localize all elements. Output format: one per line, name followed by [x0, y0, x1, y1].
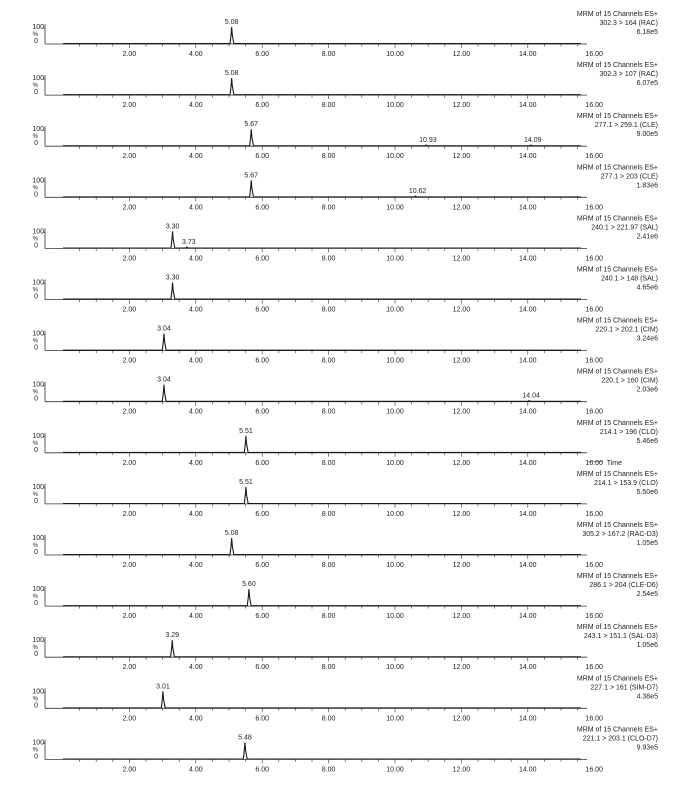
channel-header: MRM of 15 Channels ES+: [576, 11, 658, 18]
x-tick-label: 4.00: [188, 613, 203, 621]
x-tick-label: 16.00: [585, 715, 603, 723]
y-axis-unit-label: %: [32, 236, 38, 243]
x-tick-label: 2.00: [122, 613, 137, 621]
channel-header: MRM of 15 Channels ES+: [576, 215, 658, 223]
x-tick-label: 6.00: [255, 766, 270, 774]
x-tick-label: 14.00: [519, 153, 537, 161]
peak-retention-label: 5.51: [239, 427, 253, 435]
x-tick-label: 4.00: [188, 510, 203, 518]
x-tick-label: 2.00: [122, 459, 137, 467]
y-axis-unit-label: %: [32, 594, 38, 601]
intensity-label: 9.93e5: [636, 744, 658, 752]
x-tick-label: 10.00: [386, 510, 404, 518]
channel-header: MRM of 15 Channels ES+: [576, 266, 658, 274]
y-axis-top-label: 100: [32, 432, 44, 440]
x-tick-label: 14.00: [519, 357, 537, 365]
x-tick-label: 14.00: [519, 204, 537, 212]
y-axis-top-label: 100: [32, 126, 44, 134]
peak-retention-label: 5.60: [242, 581, 256, 589]
x-tick-label: 10.00: [386, 766, 404, 774]
transition-label: 302.3 > 107 (RAC): [599, 71, 658, 79]
chromatogram-trace: [63, 691, 581, 708]
x-tick-label: 8.00: [321, 459, 336, 467]
intensity-label: 9.00e5: [636, 131, 658, 139]
intensity-label: 1.83e6: [636, 182, 658, 190]
transition-label: 240.1 > 148 (SAL): [600, 275, 658, 283]
channel-header: MRM of 15 Channels ES+: [576, 624, 658, 632]
channel-header: MRM of 15 Channels ES+: [576, 164, 658, 172]
x-tick-label: 6.00: [255, 510, 270, 518]
x-tick-label: 6.00: [255, 357, 270, 365]
x-tick-label: 6.00: [255, 102, 270, 110]
peak-retention-label: 3.29: [165, 632, 180, 640]
x-tick-label: 14.00: [519, 510, 537, 518]
x-tick-label: 10.00: [386, 664, 404, 672]
x-axis-title: Time: [606, 459, 622, 467]
chromatogram-trace: [63, 283, 581, 300]
x-tick-label: 2.00: [122, 102, 137, 110]
chromatogram-trace: [63, 129, 581, 146]
x-tick-label: 4.00: [188, 51, 203, 58]
intensity-label: 2.54e5: [636, 591, 658, 599]
y-axis-unit-label: %: [32, 543, 38, 549]
transition-label: 286.1 > 204 (CLE-D6): [589, 582, 658, 590]
channel-header: MRM of 15 Channels ES+: [576, 62, 658, 70]
chromatogram-panel: [32, 267, 658, 314]
x-tick-label: 12.00: [452, 306, 471, 314]
chromatogram-panel: [32, 215, 658, 262]
peak-retention-label: 5.51: [239, 478, 253, 486]
transition-label: 243.1 > 151.1 (SAL-D3): [583, 633, 658, 641]
x-tick-label: 14.00: [519, 306, 537, 314]
x-tick-label: 14.00: [519, 613, 537, 621]
x-tick-label: 12.00: [452, 664, 471, 672]
chromatogram-panel: [32, 624, 658, 671]
x-tick-label: 8.00: [321, 102, 336, 110]
x-tick-label: 14.00: [519, 664, 537, 672]
transition-label: 302.3 > 164 (RAC): [599, 20, 658, 27]
chromatogram-trace: [63, 538, 581, 555]
x-tick-label: 2.00: [122, 306, 137, 314]
x-tick-label: 12.00: [452, 153, 471, 161]
channel-header: MRM of 15 Channels ES+: [576, 368, 658, 376]
x-tick-label: 10.00: [386, 459, 404, 467]
x-tick-label: 2.00: [122, 562, 137, 569]
x-tick-label: 8.00: [321, 306, 336, 314]
peak-retention-label: 3.04: [157, 376, 171, 384]
channel-header: MRM of 15 Channels ES+: [576, 419, 658, 427]
x-tick-label: 2.00: [122, 766, 137, 774]
x-tick-label: 12.00: [452, 562, 471, 569]
intensity-label: 1.05e5: [636, 540, 658, 547]
y-axis-top-label: 100: [32, 535, 44, 542]
x-tick-label: 10.00: [386, 153, 404, 161]
x-tick-label: 10.00: [386, 562, 404, 569]
chromatogram-trace: [63, 589, 581, 606]
x-tick-label: 16.00: [585, 306, 603, 314]
peak-retention-label: 5.67: [244, 172, 259, 180]
intensity-label: 6.18e5: [636, 29, 658, 36]
y-axis-zero-label: 0: [34, 140, 38, 148]
x-tick-label: 14.00: [519, 766, 537, 774]
chromatogram-panel: [32, 573, 658, 620]
x-tick-label: 10.00: [386, 255, 404, 263]
chromatogram-trace: [63, 640, 581, 657]
x-tick-label: 12.00: [452, 715, 471, 723]
transition-label: 227.1 > 161 (SIM-D7): [590, 684, 658, 692]
x-tick-label: 8.00: [321, 613, 336, 621]
intensity-label: 2.03e6: [636, 386, 658, 394]
intensity-label: 4.38e5: [636, 693, 658, 701]
chromatogram-panel: [32, 369, 658, 416]
x-tick-label: 10.00: [386, 306, 404, 314]
x-tick-label: 4.00: [188, 408, 203, 416]
x-tick-label: 16.00: [585, 562, 603, 569]
x-tick-label: 12.00: [452, 204, 471, 212]
x-tick-label: 4.00: [188, 766, 203, 774]
chromatogram-trace: [63, 742, 581, 759]
channel-header: MRM of 15 Channels ES+: [576, 470, 658, 478]
y-axis-zero-label: 0: [34, 38, 38, 45]
y-axis-unit-label: %: [32, 440, 38, 447]
y-axis-unit-label: %: [32, 83, 38, 90]
x-tick-label: 6.00: [255, 664, 270, 672]
x-tick-label: 2.00: [122, 408, 137, 416]
intensity-label: 5.50e6: [636, 488, 658, 496]
peak-retention-label: 3.04: [157, 325, 171, 333]
x-tick-label: 8.00: [321, 715, 336, 723]
x-tick-label: 6.00: [255, 255, 270, 263]
x-tick-label: 4.00: [188, 715, 203, 723]
transition-label: 220.1 > 202.1 (CIM): [595, 326, 658, 334]
x-tick-label: 10.00: [386, 204, 404, 212]
y-axis-unit-label: %: [32, 491, 38, 498]
x-tick-label: 14.00: [519, 715, 537, 723]
x-tick-label: 16.00: [585, 510, 603, 518]
x-tick-label: 6.00: [255, 715, 270, 723]
transition-label: 277.1 > 259.1 (CLE): [594, 122, 658, 130]
y-axis-unit-label: %: [32, 32, 38, 38]
y-axis-zero-label: 0: [34, 344, 38, 352]
x-tick-label: 4.00: [188, 255, 203, 263]
intensity-label: 4.65e6: [636, 284, 658, 292]
x-tick-label: 2.00: [122, 255, 137, 263]
x-tick-label: 8.00: [321, 408, 336, 416]
chromatogram-panel: [32, 318, 658, 365]
y-axis-zero-label: 0: [34, 446, 38, 454]
x-tick-label: 6.00: [255, 408, 270, 416]
x-tick-label: 2.00: [122, 204, 137, 212]
y-axis-zero-label: 0: [34, 600, 38, 608]
x-tick-label: 8.00: [321, 510, 336, 518]
y-axis-zero-label: 0: [34, 242, 38, 250]
y-axis-unit-label: %: [32, 645, 38, 652]
y-axis-unit-label: %: [32, 287, 38, 294]
x-tick-label: 10.00: [386, 715, 404, 723]
x-tick-label: 16.00: [585, 51, 603, 58]
x-tick-label: 4.00: [188, 357, 203, 365]
y-axis-unit-label: %: [32, 696, 38, 703]
y-axis-zero-label: 0: [34, 753, 38, 761]
intensity-label: 2.41e6: [636, 233, 658, 241]
x-tick-label: 4.00: [188, 562, 203, 569]
x-tick-label: 4.00: [188, 102, 203, 110]
y-axis-unit-label: %: [32, 134, 38, 141]
chromatogram-panel: [32, 420, 658, 467]
y-axis-zero-label: 0: [34, 395, 38, 403]
chromatogram-panel: [32, 522, 658, 569]
intensity-label: 5.46e6: [636, 437, 658, 445]
x-tick-label: 4.00: [188, 153, 203, 161]
peak-retention-label: 5.48: [238, 734, 252, 742]
chromatogram-panel: [32, 675, 658, 722]
x-tick-label: 6.00: [255, 613, 270, 621]
x-tick-label: 16.00: [585, 255, 603, 263]
x-tick-label: 2.00: [122, 51, 137, 58]
x-tick-label: 8.00: [321, 664, 336, 672]
x-tick-label: 12.00: [452, 510, 471, 518]
chromatogram-trace: [63, 436, 581, 453]
channel-header: MRM of 15 Channels ES+: [576, 573, 658, 581]
x-tick-label: 6.00: [255, 562, 270, 569]
x-tick-label: 8.00: [321, 255, 336, 263]
y-axis-top-label: 100: [32, 483, 44, 491]
x-tick-label: 14.00: [519, 51, 537, 58]
x-tick-label: 4.00: [188, 204, 203, 212]
x-tick-label: 4.00: [188, 664, 203, 672]
peak-retention-label: 5.08: [224, 19, 239, 26]
x-tick-label: 10.00: [386, 51, 404, 58]
chromatogram-panel: [32, 164, 658, 211]
transition-label: 240.1 > 221.97 (SAL): [591, 224, 658, 232]
y-axis-top-label: 100: [32, 330, 44, 338]
y-axis-unit-label: %: [32, 747, 38, 754]
x-tick-label: 8.00: [321, 562, 336, 569]
x-tick-label: 12.00: [452, 255, 471, 263]
x-tick-label: 2.00: [122, 357, 137, 365]
peak-retention-label: 3.73: [182, 239, 196, 247]
channel-header: MRM of 15 Channels ES+: [576, 726, 658, 734]
y-axis-top-label: 100: [32, 228, 44, 236]
y-axis-top-label: 100: [32, 688, 44, 696]
y-axis-zero-label: 0: [34, 89, 38, 97]
x-tick-label: 14.00: [519, 102, 537, 110]
peak-retention-label: 3.30: [165, 223, 180, 231]
peak-retention-label: 5.08: [224, 530, 239, 537]
transition-label: 221.1 > 203.1 (CLO-D7): [582, 735, 658, 743]
x-tick-label: 10.00: [386, 357, 404, 365]
x-tick-label: 10.00: [386, 408, 404, 416]
peak-retention-label: 10.62: [408, 188, 427, 196]
x-tick-label: 14.00: [519, 408, 537, 416]
x-tick-label: 8.00: [321, 357, 336, 365]
chromatogram-trace: [63, 487, 581, 504]
chromatogram-trace: [63, 231, 581, 248]
x-tick-label: 12.00: [452, 357, 471, 365]
transition-label: 277.1 > 203 (CLE): [600, 173, 658, 181]
chromatogram-panel: [32, 726, 658, 773]
x-tick-label: 2.00: [122, 715, 137, 723]
channel-header: MRM of 15 Channels ES+: [576, 113, 658, 121]
y-axis-top-label: 100: [32, 586, 44, 594]
intensity-label: 6.07e5: [636, 80, 658, 88]
peak-retention-label: 5.67: [244, 121, 259, 129]
chromatogram-trace: [63, 78, 581, 95]
x-tick-label: 4.00: [188, 306, 203, 314]
y-axis-top-label: 100: [32, 279, 44, 287]
peak-retention-label: 3.30: [165, 274, 180, 282]
y-axis-zero-label: 0: [34, 497, 38, 505]
y-axis-unit-label: %: [32, 338, 38, 345]
x-tick-label: 12.00: [452, 766, 471, 774]
y-axis-top-label: 100: [32, 177, 44, 185]
channel-header: MRM of 15 Channels ES+: [576, 522, 658, 529]
x-tick-label: 6.00: [255, 204, 270, 212]
peak-retention-label: 14.04: [522, 392, 540, 400]
x-tick-label: 6.00: [255, 51, 270, 58]
x-tick-label: 16.00: [585, 153, 603, 161]
chromatogram-trace: [63, 385, 581, 402]
chromatogram-panel: [32, 11, 658, 58]
x-tick-label: 12.00: [452, 459, 471, 467]
x-tick-label: 10.00: [386, 102, 404, 110]
chromatogram-trace: [63, 334, 581, 351]
intensity-label: 1.05e6: [636, 642, 658, 650]
x-tick-label: 16.00: [585, 766, 603, 774]
y-axis-unit-label: %: [32, 389, 38, 396]
y-axis-zero-label: 0: [34, 191, 38, 199]
x-tick-label: 14.00: [519, 255, 537, 263]
y-axis-top-label: 100: [32, 75, 44, 83]
x-tick-label: 16.00: [585, 664, 603, 672]
x-tick-label: 6.00: [255, 306, 270, 314]
x-tick-label: 16.00: [585, 204, 603, 212]
x-tick-label: 8.00: [321, 204, 336, 212]
x-tick-label: 12.00: [452, 51, 471, 58]
peak-retention-label: 10.93: [419, 137, 437, 144]
y-axis-top-label: 100: [32, 381, 44, 389]
x-tick-label: 16.00: [585, 102, 603, 110]
x-tick-label: 2.00: [122, 510, 137, 518]
x-tick-label: 6.00: [255, 153, 270, 161]
transition-label: 305.2 > 167.2 (RAC-D3): [582, 531, 658, 538]
chromatogram-panel: [32, 62, 658, 109]
chromatogram-trace: [63, 180, 581, 197]
y-axis-zero-label: 0: [34, 651, 38, 659]
x-tick-label: 2.00: [122, 664, 137, 672]
channel-header: MRM of 15 Channels ES+: [576, 317, 658, 325]
x-tick-label: 16.00: [585, 459, 603, 467]
x-tick-label: 12.00: [452, 102, 471, 110]
x-tick-label: 8.00: [321, 51, 336, 58]
x-tick-label: 4.00: [188, 459, 203, 467]
x-tick-label: 6.00: [255, 459, 270, 467]
y-axis-top-label: 100: [32, 637, 44, 645]
y-axis-unit-label: %: [32, 185, 38, 192]
peak-retention-label: 14.09: [524, 137, 542, 144]
x-tick-label: 16.00: [585, 357, 603, 365]
transition-label: 214.1 > 153.9 (CLO): [593, 479, 658, 487]
channel-header: MRM of 15 Channels ES+: [576, 675, 658, 683]
x-tick-label: 2.00: [122, 153, 137, 161]
y-axis-zero-label: 0: [34, 702, 38, 710]
intensity-label: 3.24e6: [636, 335, 658, 343]
chromatogram-panel: [32, 471, 658, 518]
peak-retention-label: 3.01: [156, 683, 170, 691]
chromatogram-panel: [32, 113, 658, 160]
x-tick-label: 8.00: [321, 766, 336, 774]
y-axis-top-label: 100: [32, 739, 44, 747]
chromatogram-trace: [63, 27, 581, 44]
transition-label: 214.1 > 196 (CLO): [599, 428, 658, 436]
x-tick-label: 8.00: [321, 153, 336, 161]
y-axis-zero-label: 0: [34, 293, 38, 301]
transition-label: 220.1 > 160 (CIM): [601, 377, 658, 385]
x-tick-label: 10.00: [386, 613, 404, 621]
peak-retention-label: 5.08: [224, 70, 239, 78]
y-axis-zero-label: 0: [34, 549, 38, 556]
x-tick-label: 16.00: [585, 613, 603, 621]
x-tick-label: 12.00: [452, 408, 471, 416]
y-axis-top-label: 100: [32, 24, 44, 31]
x-tick-label: 16.00: [585, 408, 603, 416]
x-tick-label: 14.00: [519, 459, 537, 467]
x-tick-label: 14.00: [519, 562, 537, 569]
x-tick-label: 12.00: [452, 613, 471, 621]
